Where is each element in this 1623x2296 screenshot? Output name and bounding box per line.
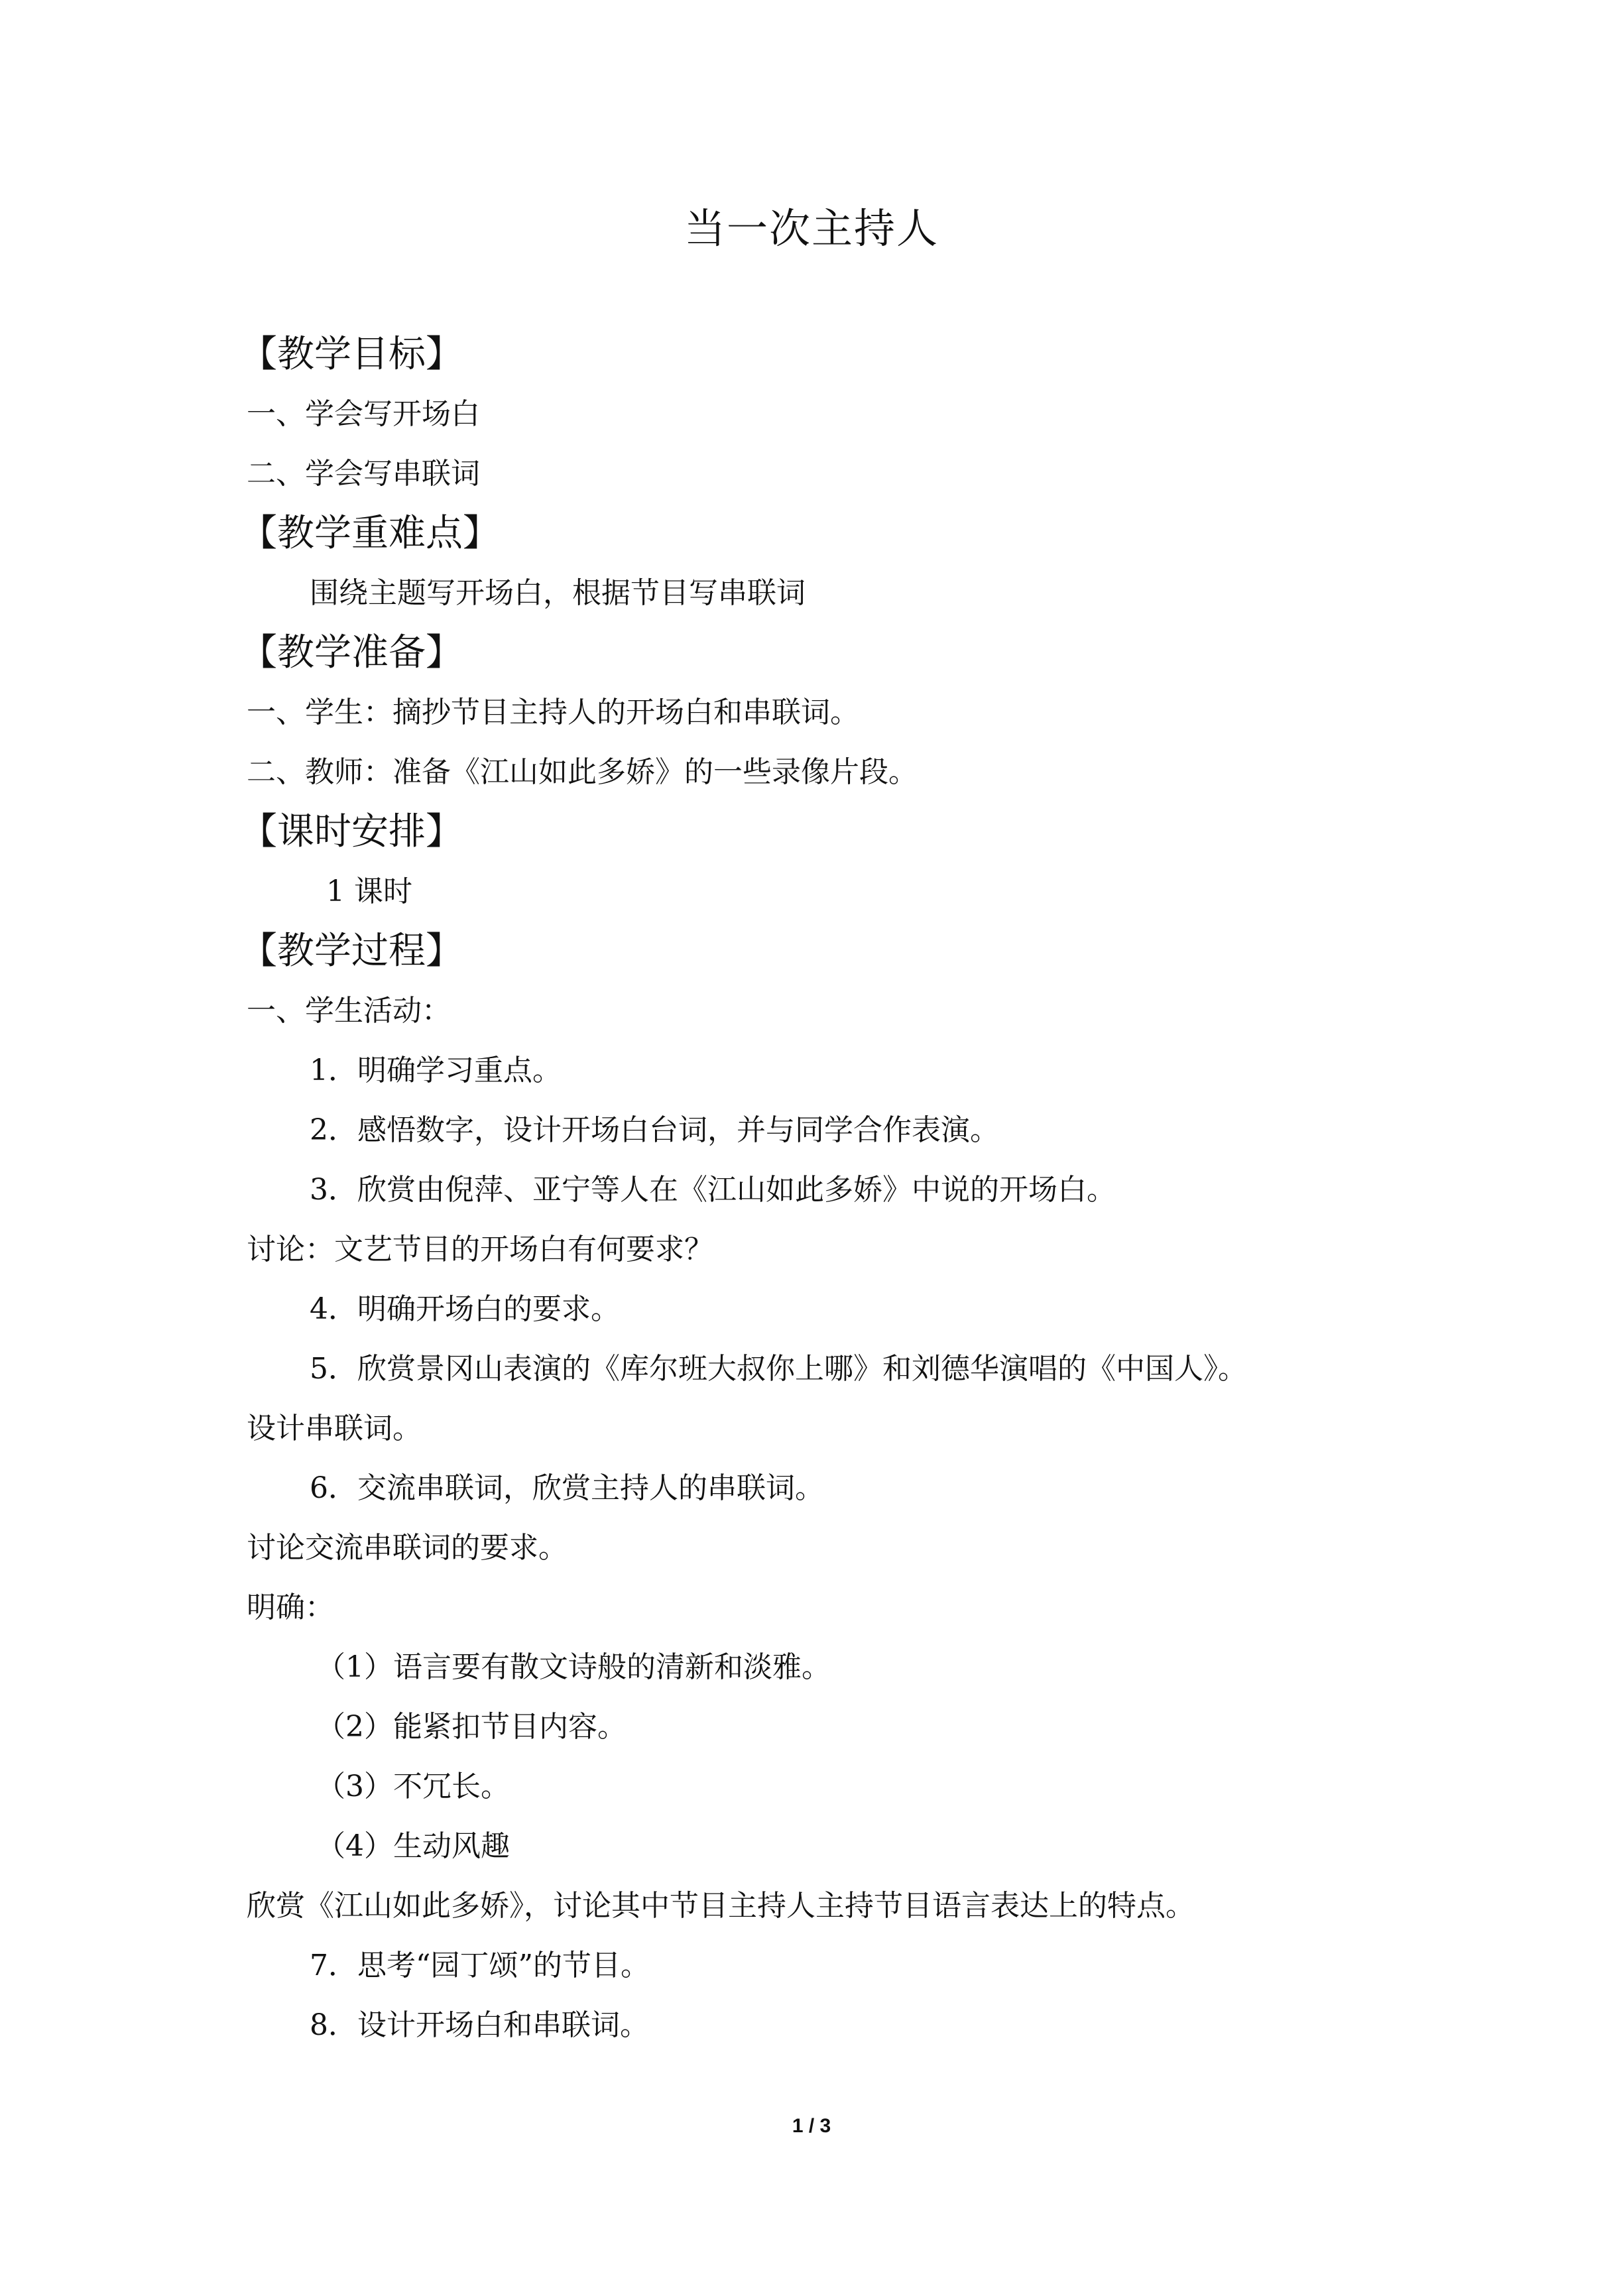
document-title: 当一次主持人 — [684, 204, 939, 253]
requirement-item: （4）生动风趣 — [316, 1829, 510, 1863]
process-step: 4．明确开场白的要求。 — [310, 1292, 620, 1326]
process-step: 3．欣赏由倪萍、亚宁等人在《江山如此多娇》中说的开场白。 — [310, 1173, 1116, 1207]
process-step: 2．感悟数字，设计开场白台词，并与同学合作表演。 — [310, 1113, 999, 1147]
process-line: 讨论交流串联词的要求。 — [247, 1531, 568, 1565]
requirement-item: （3）不冗长。 — [316, 1770, 510, 1803]
process-line: 一、学生活动： — [247, 994, 451, 1028]
preparation-item: 二、教师：准备《江山如此多娇》的一些录像片段。 — [247, 755, 918, 789]
key-points-text: 围绕主题写开场白，根据节目写串联词 — [310, 576, 806, 610]
schedule-text: 1 课时 — [326, 875, 412, 908]
process-line: 明确： — [247, 1591, 334, 1624]
page-number: 1 / 3 — [792, 2115, 831, 2137]
preparation-item: 一、学生：摘抄节目主持人的开场白和串联词。 — [247, 695, 859, 729]
process-line: 欣赏《江山如此多娇》，讨论其中节目主持人主持节目语言表达上的特点。 — [247, 1889, 1195, 1923]
goal-item: 二、学会写串联词 — [247, 457, 480, 491]
process-step: 1．明确学习重点。 — [310, 1054, 562, 1087]
process-step: 7．思考“园丁颂”的节目。 — [310, 1949, 650, 1982]
section-heading-preparation: 【教学准备】 — [240, 631, 463, 674]
goal-item: 一、学会写开场白 — [247, 397, 480, 431]
requirement-item: （1）语言要有散文诗般的清新和淡雅。 — [316, 1650, 831, 1684]
process-line: 设计串联词。 — [247, 1412, 422, 1445]
section-heading-schedule: 【课时安排】 — [240, 810, 463, 853]
section-heading-key-points: 【教学重难点】 — [240, 512, 500, 555]
process-step: 8．设计开场白和串联词。 — [310, 2008, 649, 2042]
process-line: 讨论：文艺节目的开场白有何要求？ — [247, 1233, 713, 1266]
section-heading-process: 【教学过程】 — [240, 930, 463, 973]
section-heading-goals: 【教学目标】 — [240, 333, 463, 376]
process-step: 5．欣赏景冈山表演的《库尔班大叔你上哪》和刘德华演唱的《中国人》。 — [310, 1352, 1247, 1386]
process-step: 6．交流串联词，欣赏主持人的串联词。 — [310, 1471, 824, 1505]
document-body — [240, 325, 1387, 2055]
requirement-item: （2）能紧扣节目内容。 — [316, 1710, 627, 1744]
